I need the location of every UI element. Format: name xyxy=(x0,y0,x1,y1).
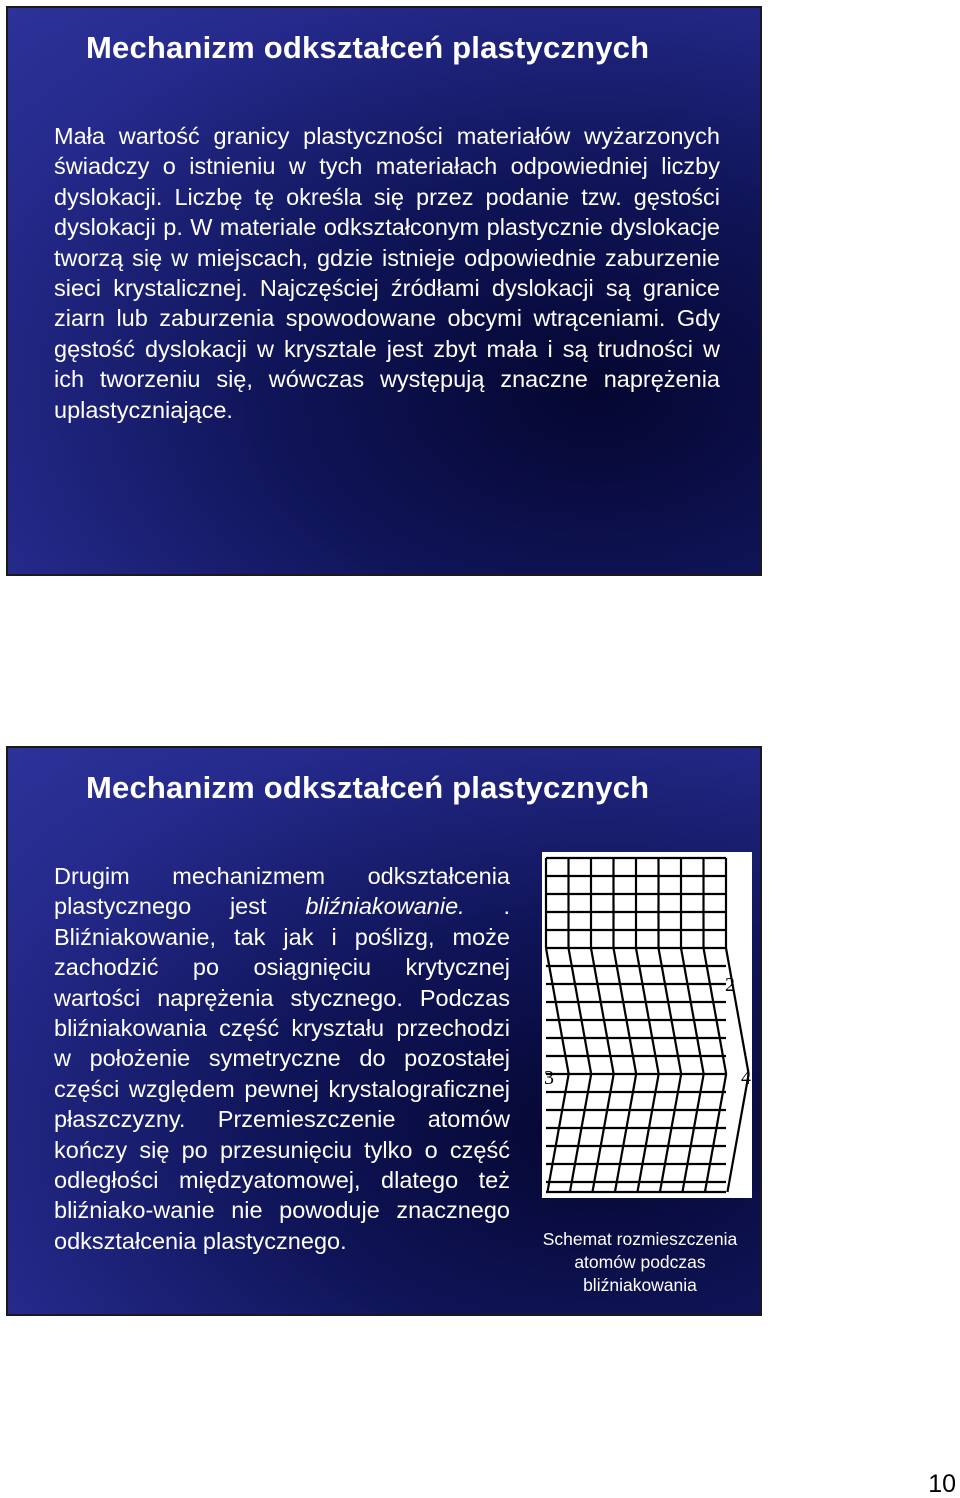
slide-body-text: Mała wartość granicy plastyczności materiałów wyżarzonych świadczy o istnieniu w tych materiałach odpowiedniej liczby dyslokacji. Liczbę tę określa się przez podanie tzw. gęstości dyslokacji p. W materiale odkształconym plastycznie dyslokacje tworzą się w miejscach, gdzie istnieje odpowiednie zaburzenie sieci krystalicznej. Najczęściej źródłami dyslokacji są granice ziarn lub zaburzenia spowodowane obcymi wtrąceniami. Gdy gęstość dyslokacji w krysztale jest zbyt mała i są trudności w ich tworzeniu się, wówczas występują znaczne naprężenia uplastyczniające. xyxy=(54,123,720,423)
twinning-lattice-diagram xyxy=(542,852,752,1198)
slide-title: Mechanizm odkształceń plastycznych xyxy=(86,30,650,65)
slide-2 xyxy=(6,746,762,1316)
page-number: 10 xyxy=(928,1470,956,1498)
body-text-emphasis: bliźniakowanie. xyxy=(305,893,465,920)
caption-line: atomów podczas xyxy=(574,1252,706,1272)
body-text-end: . Bliźniakowanie, tak jak i poślizg, może zachodzić po osiągnięciu krytycznej wartości naprężenia stycznego. Podczas bliźniakowania część kryształu przechodzi w położenie symetryczne do pozostałej części względem pewnej krystalograficznej płaszczyzny. Przemieszczenie atomów kończy się po przesunięciu tylko o część odległości międzyatomowej, dlatego też bliźniako-wanie nie powoduje znacznego odkształcenia plastycznego. xyxy=(54,893,511,1254)
lattice-label-3: 3 xyxy=(544,1067,554,1089)
caption-line: Schemat rozmieszczenia xyxy=(542,1229,738,1249)
lattice-label-4: 4 xyxy=(741,1067,751,1089)
caption-line: bliźniakowania xyxy=(583,1275,697,1295)
slide-body-text xyxy=(54,861,510,1256)
slide-1 xyxy=(6,6,762,576)
lattice-label-2: 2 xyxy=(725,974,735,996)
body-text-start: Drugim mechanizmem odkształcenia plastycznego jest xyxy=(54,863,510,920)
slide-title: Mechanizm odkształceń plastycznych xyxy=(86,770,650,805)
figure-caption xyxy=(528,1228,752,1297)
